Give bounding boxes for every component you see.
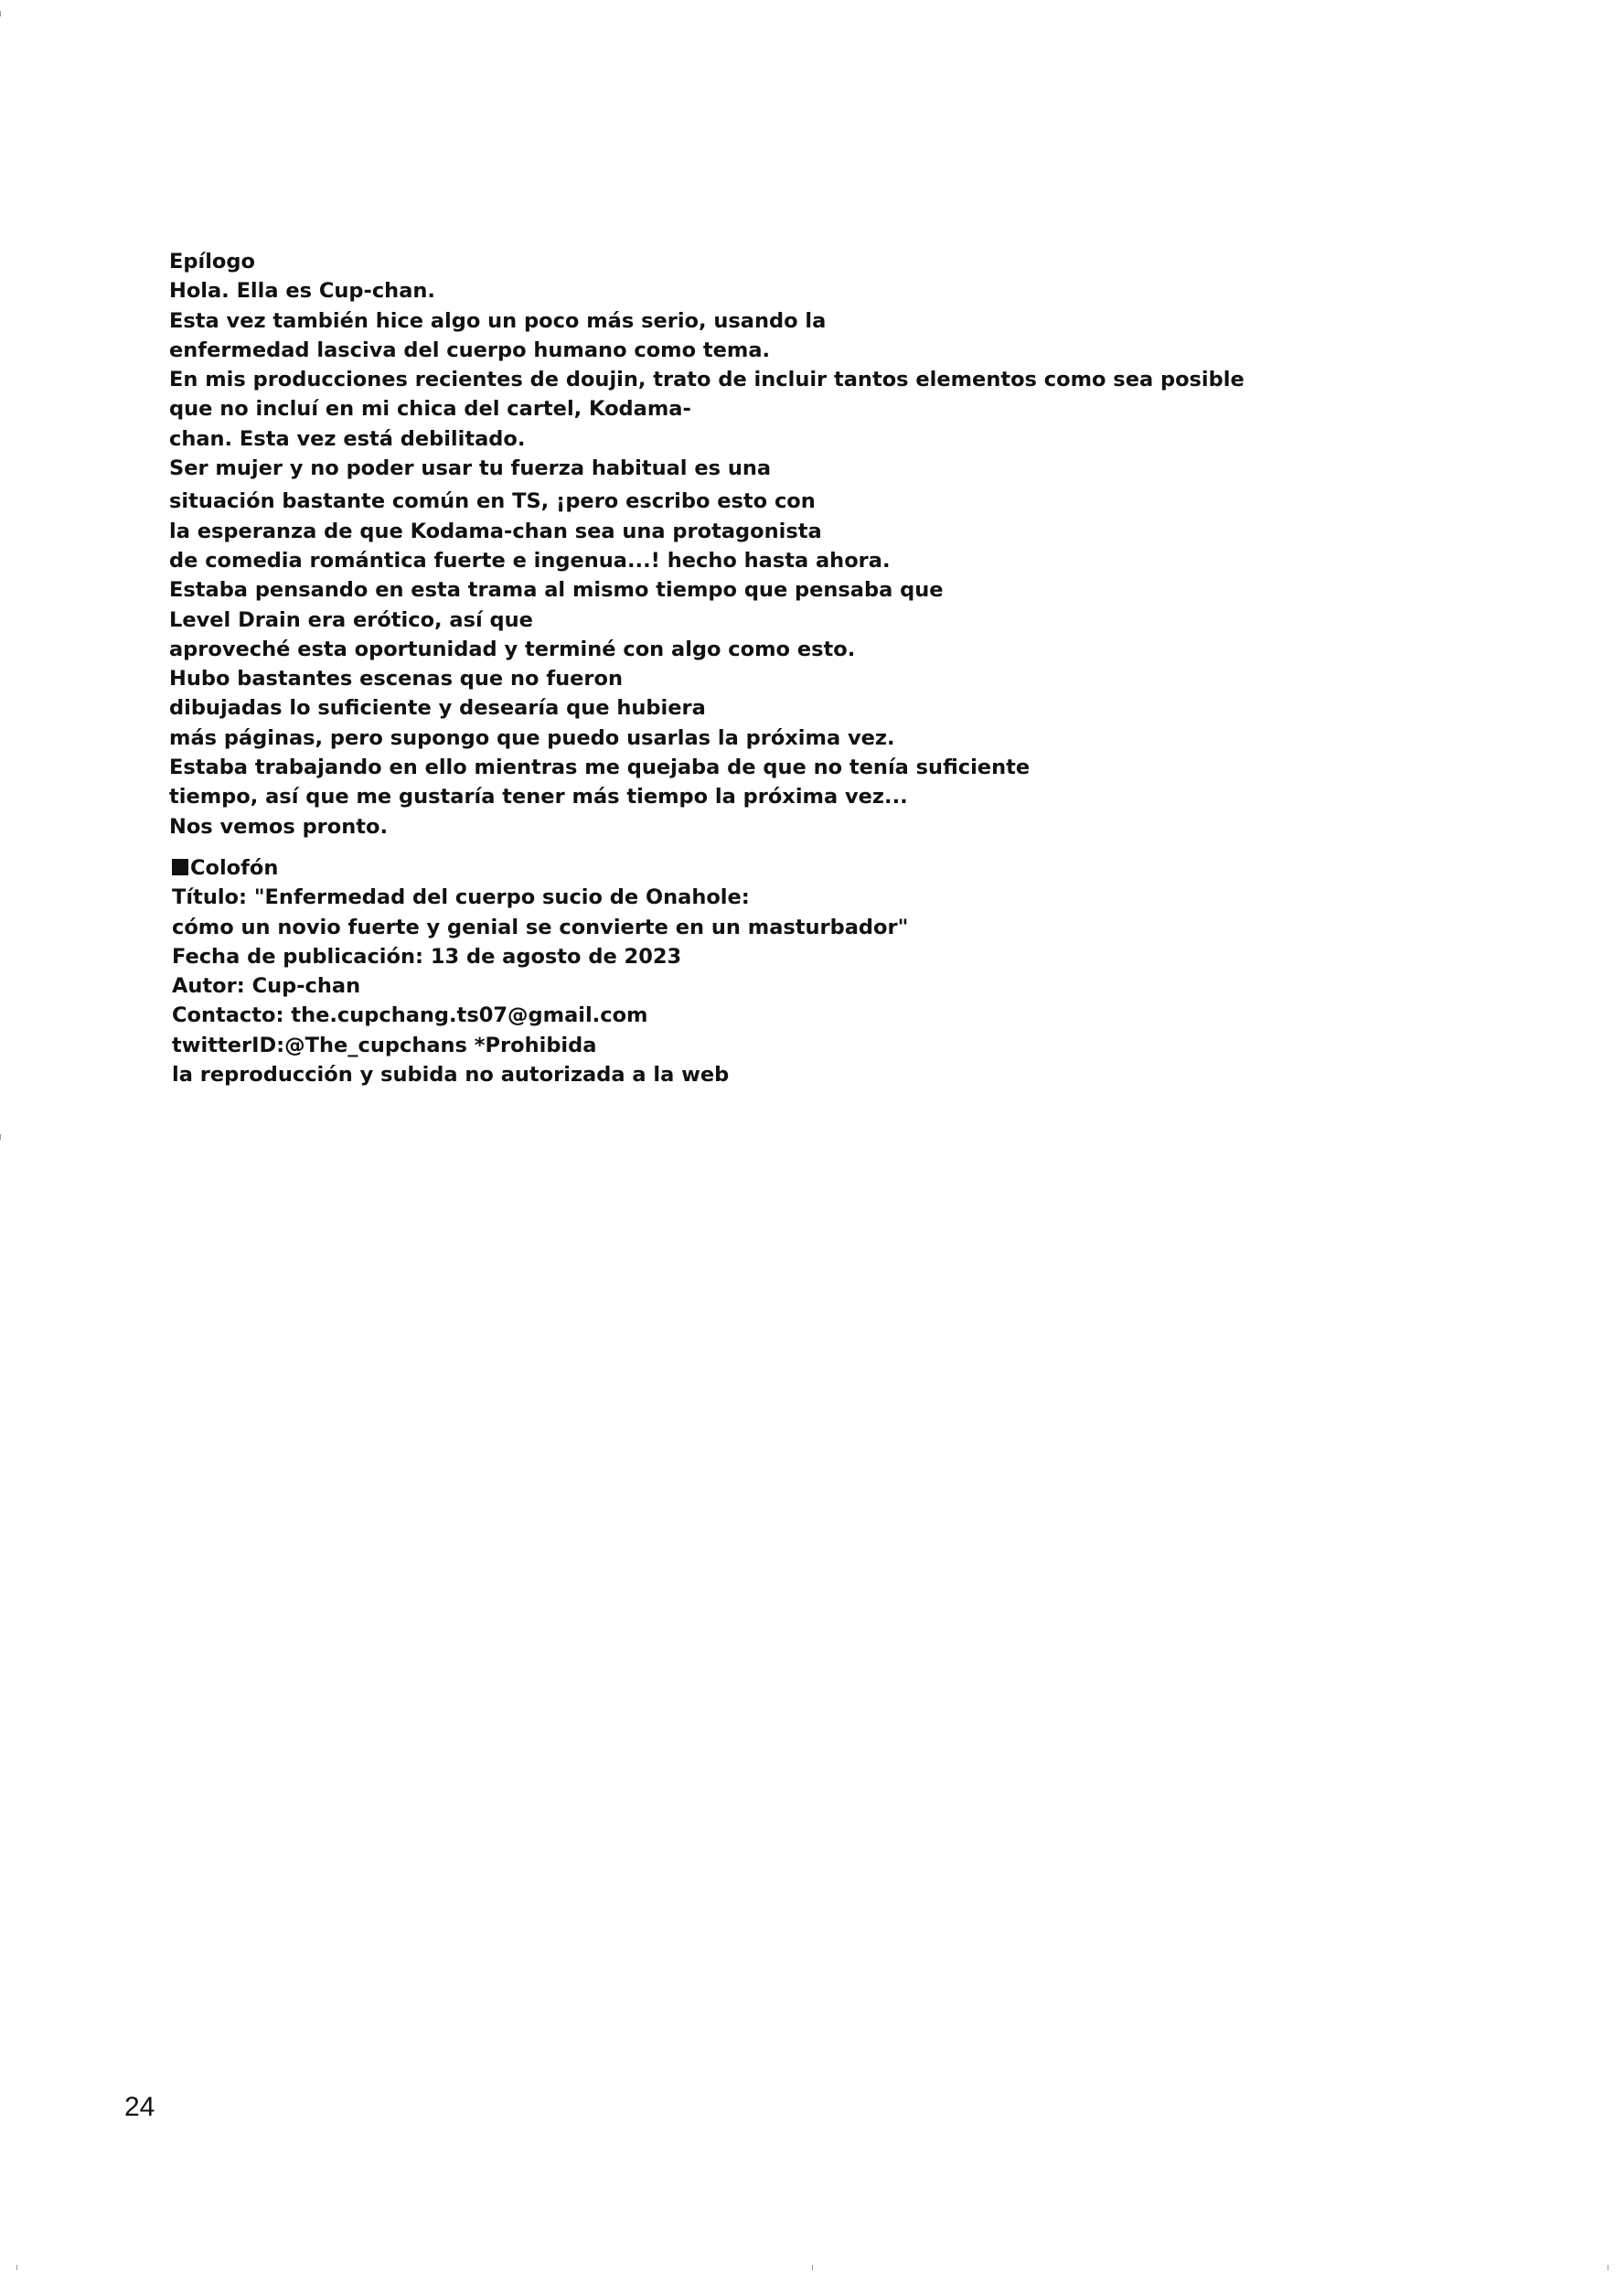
epilogue-line: chan. Esta vez está debilitado.: [169, 426, 526, 451]
epilogue-line: situación bastante común en TS, ¡pero escribo esto con: [169, 489, 816, 514]
crop-mark: [0, 1134, 1, 1140]
epilogue-heading: Epílogo: [169, 250, 255, 273]
colophon-line: Fecha de publicación: 13 de agosto de 2023: [172, 944, 682, 969]
epilogue-section: [169, 247, 1358, 842]
colophon-line: Título: "Enfermedad del cuerpo sucio de Onahole:: [172, 885, 750, 910]
epilogue-line: tiempo, así que me gustaría tener más tiempo la próxima vez...: [169, 785, 908, 809]
colophon-section: [172, 853, 1361, 1089]
colophon-heading: Colofón: [190, 856, 279, 880]
crop-mark: [0, 11, 1, 16]
colophon-line: cómo un novio fuerte y genial se convierte en un masturbador": [172, 915, 909, 939]
epilogue-line: Ser mujer y no poder usar tu fuerza habitual es una: [169, 456, 772, 481]
epilogue-line: En mis producciones recientes de doujin, trato de incluir tantos elementos como sea posible: [169, 368, 1245, 392]
crop-mark: [16, 2265, 17, 2270]
black-square-icon: [172, 859, 188, 875]
epilogue-line: aproveché esta oportunidad y terminé con algo como esto.: [169, 637, 856, 661]
epilogue-line: dibujadas lo suficiente y desearía que hubiera: [169, 696, 706, 721]
epilogue-line: Nos vemos pronto.: [169, 814, 389, 839]
epilogue-line: más páginas, pero supongo que puedo usarlas la próxima vez.: [169, 725, 895, 750]
colophon-line: twitterID:@The_cupchans *Prohibida: [172, 1033, 597, 1057]
epilogue-line: enfermedad lasciva del cuerpo humano como tema.: [169, 338, 771, 362]
epilogue-line: Level Drain era erótico, así que: [169, 607, 533, 632]
page-number: 24: [124, 2092, 155, 2122]
epilogue-line: Esta vez también hice algo un poco más serio, usando la: [169, 308, 827, 333]
colophon-line: Autor: Cup-chan: [172, 974, 361, 999]
crop-mark: [812, 2265, 813, 2270]
epilogue-line: la esperanza de que Kodama-chan sea una protagonista: [169, 519, 822, 543]
epilogue-line: que no incluí en mi chica del cartel, Kodama-: [169, 397, 691, 422]
colophon-line: la reproducción y subida no autorizada a la web: [172, 1063, 730, 1088]
epilogue-line: Hubo bastantes escenas que no fueron: [169, 667, 623, 692]
epilogue-line: Estaba pensando en esta trama al mismo tiempo que pensaba que: [169, 578, 944, 603]
colophon-line: Contacto: the.cupchang.ts07@gmail.com: [172, 1003, 648, 1028]
epilogue-line: Estaba trabajando en ello mientras me quejaba de que no tenía suficiente: [169, 756, 1031, 780]
epilogue-line: de comedia romántica fuerte e ingenua...! hecho hasta ahora.: [169, 548, 891, 573]
epilogue-line: Hola. Ella es Cup-chan.: [169, 279, 435, 304]
colophon-heading-row: [172, 853, 1361, 883]
